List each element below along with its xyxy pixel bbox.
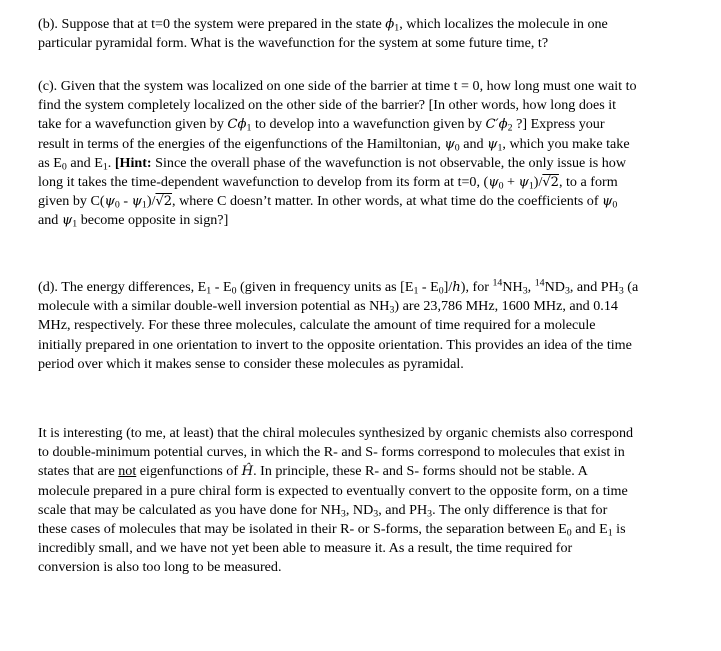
part-d-line-1: (d). The energy differences, $E_1 - E_0$ (given in frequency units as [$E_1$ - $E_0]/ℎ$), for $^{14}NH_3$, $^{14}ND_3$, and $PH_3$ (a: [38, 277, 639, 297]
chiral-line-5: scale that may be calculated as you have done for $NH_3$, $ND_3$, and $PH_3$. The only difference is that for: [38, 501, 608, 520]
part-c-line-6: long it takes the time-dependent wavefunction to develop from its form at t=0, $(\psi_0 + \psi_1)/√2$, to a form: [38, 173, 618, 192]
sqrt-two: √2: [542, 174, 559, 190]
hint-label: [Hint:: [114, 154, 152, 171]
paragraph-part-b: [38, 15, 678, 53]
part-c-line-5: as $E_0$ and $E_1$. [Hint: Since the overall phase of the wavefunction is not observable, the only issue is how: [38, 154, 627, 173]
phi-symbol: ϕ: [385, 17, 395, 32]
paragraph-part-c: [38, 77, 678, 231]
chiral-line-6: these cases of molecules that may be isolated in their R- or S-forms, the separation between $E_0$ and $E_1$ is: [38, 520, 626, 539]
part-b-text: (b). Suppose that at t=0 the system were prepared in the state: [38, 16, 382, 32]
part-c-line-1: (c). Given that the system was localized on one side of the barrier at time t = 0, how long must one wait to: [38, 78, 637, 94]
chiral-line-3: states that are not eigenfunctions of Ĥ. In principle, these R- and S- forms should not be stable. A: [38, 463, 588, 480]
part-d-line-2: molecule with a similar double-well inversion potential as $NH_3$) are 23,786 MHz, 1600 MHz, and 0.14: [38, 298, 618, 316]
chiral-line-2: to double-minimum potential curves, in which the R- and S- forms correspond to molecules that exist in: [38, 444, 625, 461]
part-b-line-1: (b). Suppose that at t=0 the system were prepared in the state $\phi_1$, which localizes the molecule in one: [38, 16, 608, 34]
part-d-line-3: MHz, respectively. For these three molecules, calculate the amount of time required for a molecule: [38, 317, 596, 334]
part-d-line-4: initially prepared in one orientation to invert to the opposite orientation. This provides an idea of the time: [38, 336, 632, 353]
h-symbol: ℎ: [452, 280, 461, 295]
part-c-line-3: take for a wavefunction given by $C\phi_1$ to develop into a wavefunction given by $C'\phi_2$ ?] Express your: [38, 116, 605, 134]
chiral-line-1: It is interesting (to me, at least) that the chiral molecules synthesized by organic chemists also correspond: [38, 425, 634, 441]
paragraph-chiral-discussion: [38, 424, 678, 578]
underlined-not: not: [118, 463, 137, 480]
chiral-line-8: conversion is also too long to be measured.: [38, 559, 282, 576]
chiral-line-7: incredibly small, and we have not yet been able to measure it. As a result, the time required for: [38, 540, 573, 557]
chiral-line-4: molecule prepared in a pure chiral form is expected to eventually convert to the opposite form, on a time: [38, 482, 628, 499]
part-c-line-2: find the system completely localized on the other side of the barrier? [In other words, how long does it: [38, 97, 617, 114]
hamiltonian-symbol: Ĥ: [241, 464, 254, 480]
part-c-line-4: result in terms of the energies of the eigenfunctions of the Hamiltonian, $\psi_0$ and $\psi_1$, which you make take: [38, 135, 630, 154]
paragraph-part-d: [38, 278, 678, 374]
part-d-line-5: period over which it makes sense to consider these molecules as pyramidal.: [38, 355, 464, 372]
part-b-line-2: particular pyramidal form. What is the wavefunction for the system at some future time, t?: [38, 35, 549, 52]
part-c-line-8: and $\psi_1$ become opposite in sign?]: [38, 212, 229, 230]
part-c-line-7: given by $C(\psi_0 - \psi_1)/√2$, where C doesn’t matter. In other words, at what time do the coefficients of $\psi_0$: [38, 193, 618, 211]
